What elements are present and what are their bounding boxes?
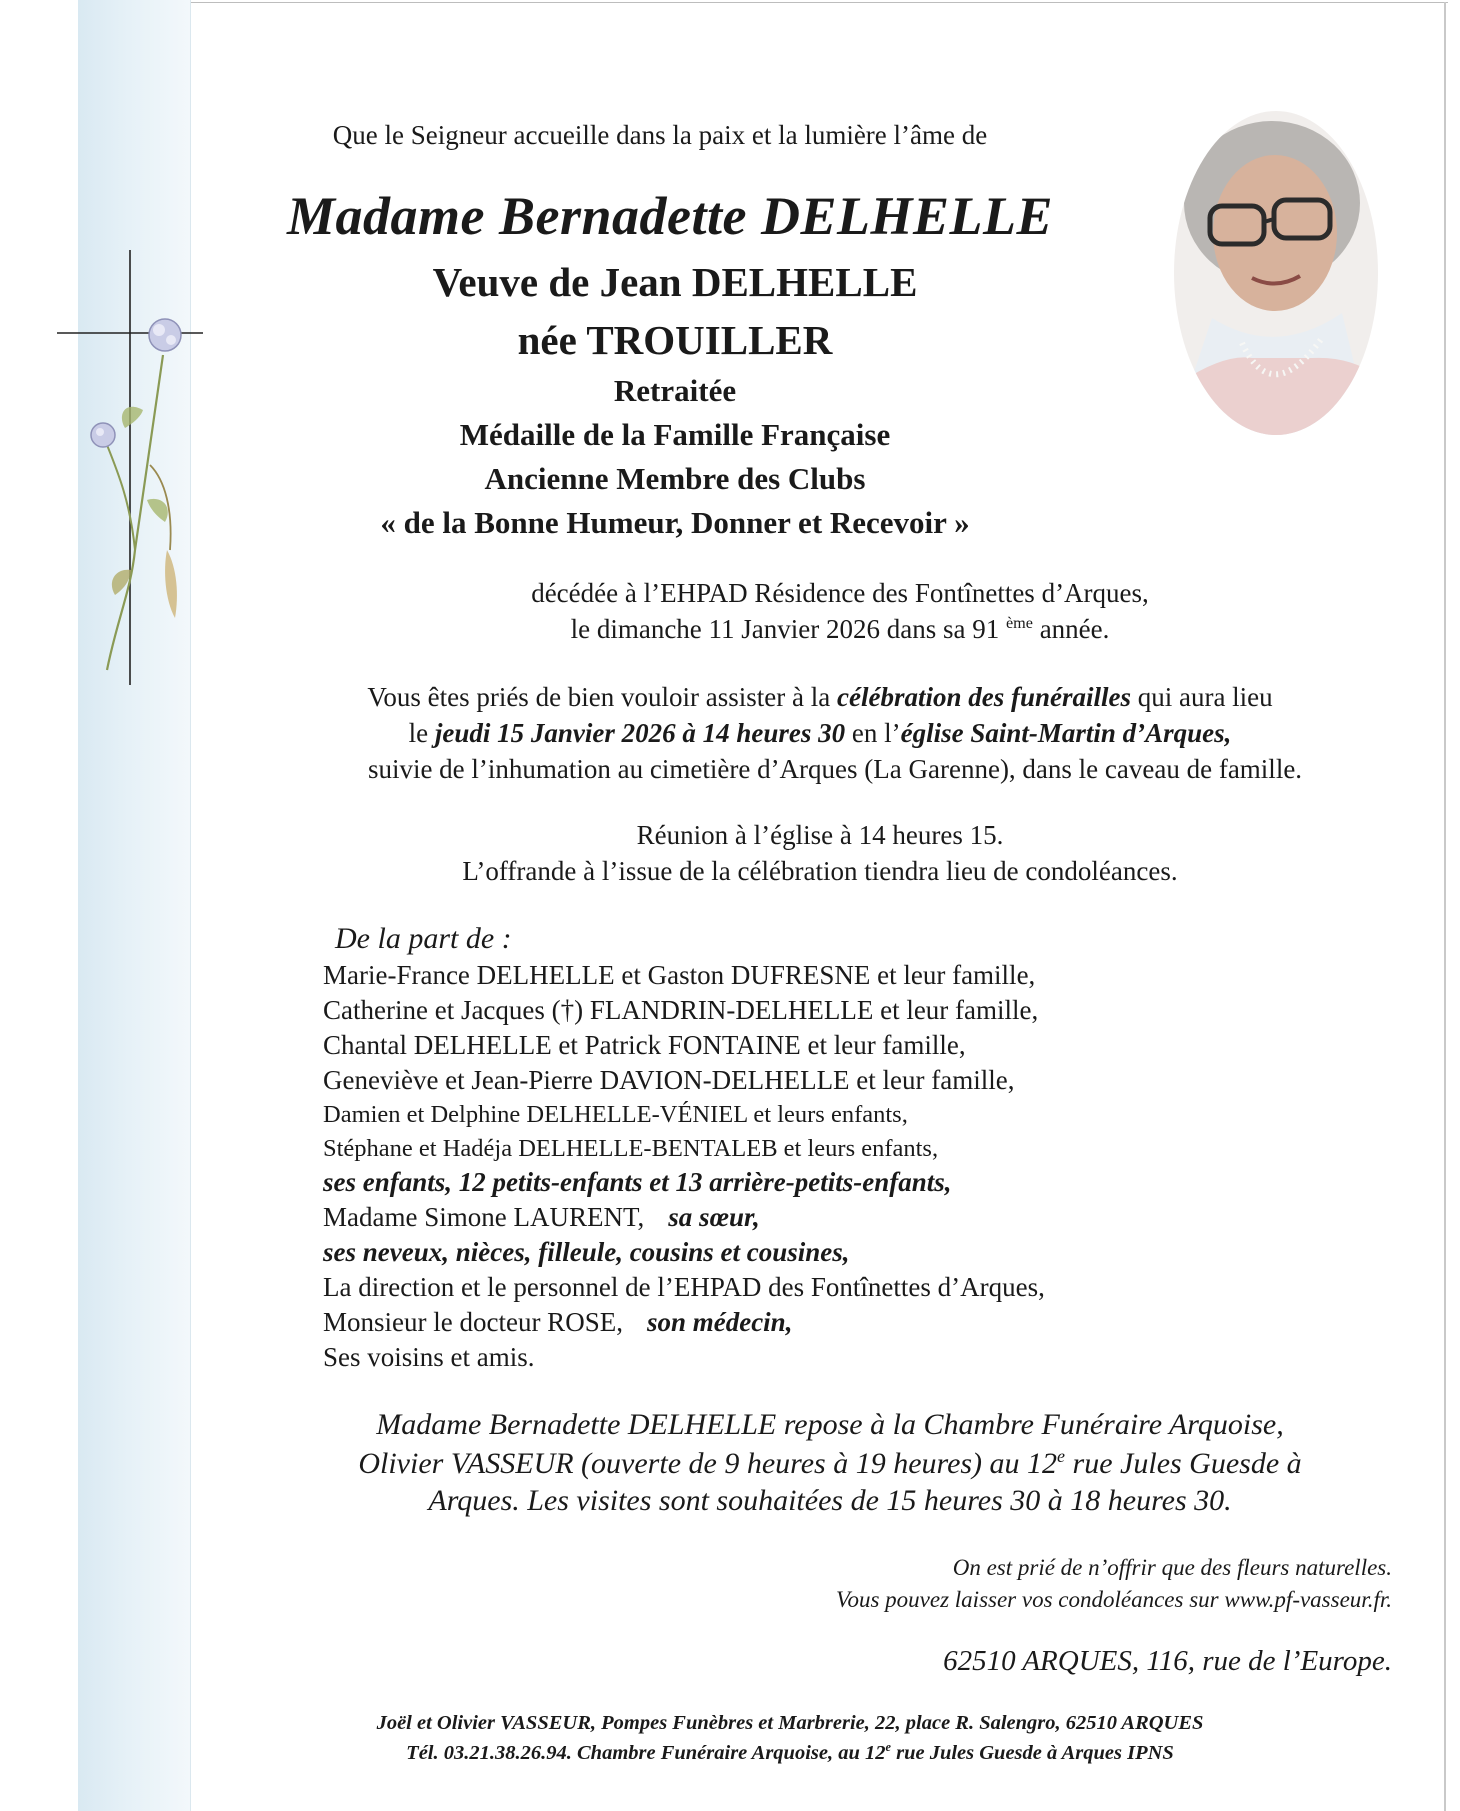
offering-note: L’offrande à l’issue de la célébration tiendra lieu de condoléances. <box>462 856 1178 886</box>
death-date: le dimanche 11 Janvier 2026 dans sa 91 $^{ème}$ année. <box>570 614 1110 644</box>
funeral-line-1: Vous êtes priés de bien vouloir assister à la célébration des funérailles qui aura lieu <box>367 682 1273 712</box>
family-line: Chantal DELHELLE et Patrick FONTAINE et leur famille, <box>323 1030 966 1060</box>
portrait-photo <box>1172 108 1380 438</box>
funeral-line-2: le jeudi 15 Janvier 2026 à 14 heures 30 en l’église Saint-Martin d’Arques, <box>408 718 1232 748</box>
family-line: Monsieur le docteur ROSE, son médecin, <box>323 1307 793 1337</box>
right-border <box>1444 2 1446 1811</box>
repose-line-1: Madame Bernadette DELHELLE repose à la Chambre Funéraire Arquoise, <box>376 1408 1284 1441</box>
address: 62510 ARQUES, 116, rue de l’Europe. <box>943 1645 1392 1677</box>
family-line: Catherine et Jacques (†) FLANDRIN-DELHELLE et leur famille, <box>323 995 1039 1025</box>
family-line: ses enfants, 12 petits-enfants et 13 arrière-petits-enfants, <box>323 1167 952 1197</box>
family-line: La direction et le personnel de l’EHPAD des Fontînettes d’Arques, <box>323 1272 1045 1302</box>
family-line: ses neveux, nièces, filleule, cousins et cousines, <box>323 1237 850 1267</box>
funeral-line-3: suivie de l’inhumation au cimetière d’Arques (La Garenne), dans le caveau de famille. <box>367 754 1303 784</box>
repose-line-2: Olivier VASSEUR (ouverte de 9 heures à 19 heures) au 12e rue Jules Guesde à <box>358 1446 1302 1480</box>
title-club-names: « de la Bonne Humeur, Donner et Recevoir » <box>380 505 970 540</box>
deceased-name: Madame Bernadette DELHELLE <box>287 186 1053 246</box>
title-clubs: Ancienne Membre des Clubs <box>484 461 866 496</box>
death-place: décédée à l’EHPAD Résidence des Fontînettes d’Arques, <box>531 578 1149 608</box>
cross-with-flower-icon <box>55 250 215 690</box>
footer-line-2: Tél. 03.21.38.26.94. Chambre Funéraire Arquoise, au 12e rue Jules Guesde à Arques IPNS <box>406 1740 1174 1764</box>
title-retired: Retraitée <box>613 373 737 408</box>
family-line: Madame Simone LAURENT, sa sœur, <box>323 1202 760 1232</box>
title-medal: Médaille de la Famille Française <box>459 417 891 452</box>
widow-of: Veuve de Jean DELHELLE <box>432 259 918 305</box>
meeting-time: Réunion à l’église à 14 heures 15. <box>636 820 1004 850</box>
family-line: Ses voisins et amis. <box>323 1342 535 1372</box>
maiden-name: née TROUILLER <box>517 317 833 363</box>
condolences-note: Vous pouvez laisser vos condoléances sur www.pf-vasseur.fr. <box>835 1587 1392 1612</box>
repose-line-3: Arques. Les visites sont souhaitées de 15 heures 30 à 18 heures 30. <box>428 1484 1232 1517</box>
intro-sentence: Que le Seigneur accueille dans la paix et la lumière l’âme de <box>332 120 988 150</box>
family-line: Marie-France DELHELLE et Gaston DUFRESNE et leur famille, <box>323 960 1036 990</box>
family-line: Stéphane et Hadéja DELHELLE-BENTALEB et leurs enfants, <box>323 1135 939 1162</box>
family-line: Geneviève et Jean-Pierre DAVION-DELHELLE et leur famille, <box>323 1065 1015 1095</box>
family-heading: De la part de : <box>335 922 512 955</box>
family-line: Damien et Delphine DELHELLE-VÉNIEL et leurs enfants, <box>323 1101 908 1128</box>
footer-line-1: Joël et Olivier VASSEUR, Pompes Funèbres et Marbrerie, 22, place R. Salengro, 62510 ARQUES <box>376 1712 1204 1734</box>
top-border <box>90 2 1448 3</box>
flowers-note: On est prié de n’offrir que des fleurs naturelles. <box>952 1555 1392 1580</box>
